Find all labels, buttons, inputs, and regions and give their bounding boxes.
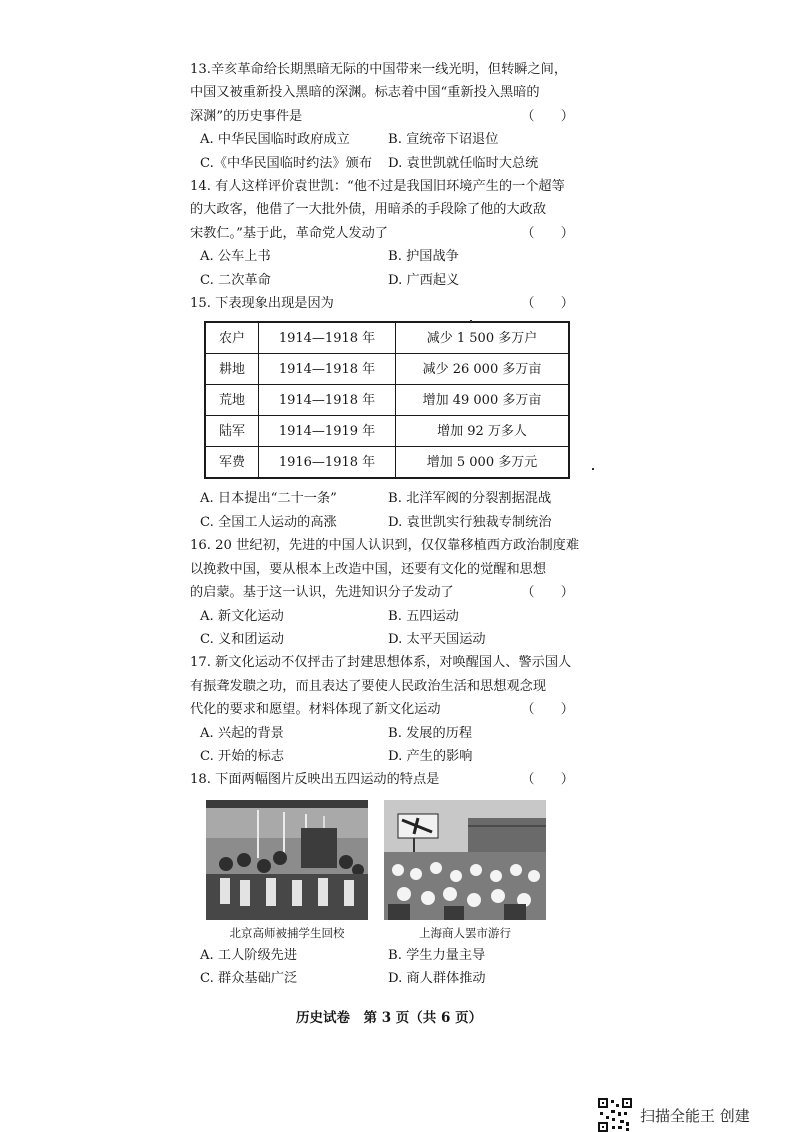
photo-merchants-parade (384, 800, 546, 942)
photo-students-image (206, 800, 368, 920)
table-cell: 1914—1918 年 (259, 322, 396, 354)
question-14-options (200, 245, 590, 292)
table-cell: 1916—1918 年 (259, 447, 396, 479)
option-a: A. 兴起的背景 (200, 725, 284, 741)
question-18 (190, 768, 590, 990)
answer-parentheses: （ ） (521, 702, 574, 718)
question-13-options (200, 128, 590, 175)
option-c: C. 开始的标志 (200, 748, 284, 764)
answer-parentheses: （ ） (521, 225, 574, 241)
option-d: D. 广西起义 (388, 272, 460, 288)
option-d: D. 商人群体推动 (388, 971, 486, 987)
question-16-line-2: 以挽救中国，要从根本上改造中国，还要有文化的觉醒和思想 (190, 561, 547, 577)
question-16-options (200, 605, 590, 652)
table-row (205, 416, 569, 447)
answer-parentheses: （ ） (521, 108, 574, 124)
question-17-line-2: 有振聋发聩之功，而且表达了要使人民政治生活和思想观念现 (190, 678, 547, 694)
option-b: B. 北洋军阀的分裂割据混战 (388, 491, 552, 507)
option-b: B. 护国战争 (388, 249, 459, 265)
question-14 (190, 175, 590, 292)
table-row (205, 322, 569, 354)
question-18-text: 18. 下面两幅图片反映出五四运动的特点是 (190, 772, 440, 788)
table-cell: 耕地 (205, 354, 259, 385)
question-14-line-2: 的大政客，他借了一大批外债，用暗杀的手段除了他的大政敌 (190, 202, 547, 218)
option-c: C. 群众基础广泛 (200, 971, 298, 987)
table-cell: 1914—1918 年 (259, 385, 396, 416)
scan-speck (470, 320, 472, 322)
question-16 (190, 534, 590, 651)
table-row (205, 354, 569, 385)
question-17-line-3 (190, 698, 590, 721)
photo-row (206, 800, 590, 942)
scan-speck (592, 468, 594, 470)
question-13-line-1: 13.辛亥革命给长期黑暗无际的中国带来一线光明，但转瞬之间， (190, 62, 568, 77)
answer-parentheses: （ ） (521, 296, 574, 312)
scanner-watermark (598, 1098, 750, 1132)
table-cell: 增加 5 000 多万元 (396, 447, 570, 479)
option-d: D. 太平天国运动 (388, 631, 486, 647)
question-16-line-1: 16. 20 世纪初，先进的中国人认识到，仅仅靠移植西方政治制度难 (190, 538, 580, 554)
crowd-photo-icon (206, 800, 368, 920)
option-a: A. 新文化运动 (200, 608, 284, 624)
table-cell: 农户 (205, 322, 259, 354)
question-15-line-1 (190, 292, 590, 315)
table-cell: 军费 (205, 447, 259, 479)
question-18-options (200, 944, 590, 991)
exam-page (190, 58, 590, 991)
question-17-line-1: 17. 新文化运动不仅抨击了封建思想体系，对唤醒国人、警示国人 (190, 655, 572, 671)
answer-parentheses: （ ） (521, 772, 574, 788)
question-16-line-3 (190, 581, 590, 604)
question-13-line-2: 中国又被重新投入黑暗的深渊。标志着中国“重新投入黑暗的 (190, 85, 540, 101)
option-d: D. 产生的影响 (388, 748, 473, 764)
answer-parentheses: （ ） (521, 585, 574, 601)
table-cell: 荒地 (205, 385, 259, 416)
table-cell: 增加 49 000 多万亩 (396, 385, 570, 416)
statistics-table (204, 321, 570, 479)
question-15-text: 15. 下表现象出现是因为 (190, 296, 334, 312)
option-c: C. 全国工人运动的高涨 (200, 514, 337, 530)
page-footer: 历史试卷 第 3 页（共 6 页） (296, 1010, 483, 1026)
table-row (205, 447, 569, 479)
photo-caption: 上海商人罢市游行 (419, 925, 511, 940)
photo-caption: 北京高师被捕学生回校 (229, 925, 345, 940)
option-b: B. 五四运动 (388, 608, 459, 624)
table-cell: 陆军 (205, 416, 259, 447)
qr-code-icon (598, 1098, 632, 1132)
question-16-line-3-text: 的启蒙。基于这一认识，先进知识分子发动了 (190, 585, 454, 601)
option-d: D. 袁世凯就任临时大总统 (388, 155, 539, 171)
table-row (205, 385, 569, 416)
question-14-line-3-text: 宋教仁。”基于此，革命党人发动了 (190, 225, 388, 241)
photo-merchants-image (384, 800, 546, 920)
option-c: C.《中华民国临时约法》颁布 (200, 155, 373, 171)
table-cell: 1914—1918 年 (259, 354, 396, 385)
option-b: B. 学生力量主导 (388, 947, 486, 963)
question-18-line-1 (190, 768, 590, 791)
question-14-line-1: 14. 有人这样评价袁世凯：“他不过是我国旧环境产生的一个超等 (190, 179, 565, 195)
table-cell: 减少 1 500 多万户 (396, 322, 570, 354)
table-cell: 减少 26 000 多万亩 (396, 354, 570, 385)
table-cell: 增加 92 万多人 (396, 416, 570, 447)
photo-students-return (206, 800, 368, 942)
option-c: C. 二次革命 (200, 272, 271, 288)
question-17-line-3-text: 代化的要求和愿望。材料体现了新文化运动 (190, 702, 441, 718)
option-a: A. 日本提出“二十一条” (200, 491, 337, 507)
option-a: A. 中华民国临时政府成立 (200, 132, 350, 148)
question-17 (190, 651, 590, 768)
question-13-line-3-text: 深渊”的历史事件是 (190, 108, 303, 124)
option-a: A. 公车上书 (200, 249, 271, 265)
question-15 (190, 292, 590, 534)
question-17-options (200, 722, 590, 769)
option-c: C. 义和团运动 (200, 631, 284, 647)
option-b: B. 发展的历程 (388, 725, 473, 741)
question-13 (190, 58, 590, 175)
option-b: B. 宣统帝下诏退位 (388, 132, 499, 148)
question-13-line-3 (190, 105, 590, 128)
question-15-options (200, 487, 590, 534)
scanner-watermark-text: 扫描全能王 创建 (640, 1106, 750, 1125)
parade-photo-icon (384, 800, 546, 920)
table-cell: 1914—1919 年 (259, 416, 396, 447)
option-a: A. 工人阶级先进 (200, 947, 298, 963)
question-14-line-3 (190, 222, 590, 245)
option-d: D. 袁世凯实行独裁专制统治 (388, 514, 552, 530)
